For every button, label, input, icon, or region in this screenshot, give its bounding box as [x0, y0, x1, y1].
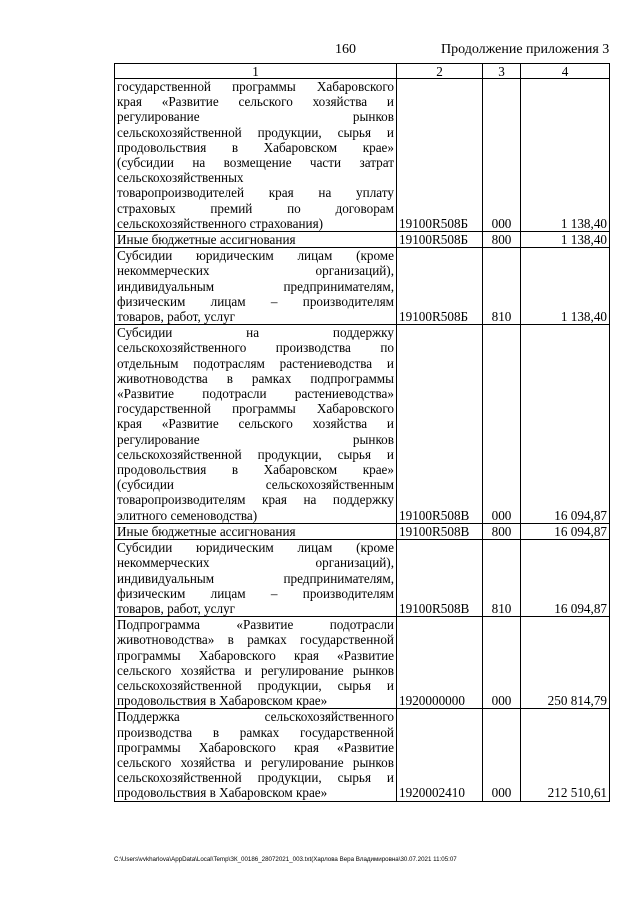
description-line: товаров, работ, услуг	[117, 600, 236, 616]
expense-type-cell: 000	[483, 325, 521, 524]
description-line: программы Хабаровского края «Развитие	[117, 647, 394, 663]
description-line: государственной программы Хабаровского	[117, 401, 394, 417]
appendix-note: Продолжение приложения 3	[441, 42, 610, 57]
row-description	[115, 523, 397, 539]
table-row	[115, 248, 610, 325]
description-line: Субсидии юридическим лицам (кроме	[117, 540, 394, 556]
row-description	[115, 325, 397, 524]
description-line: индивидуальным предпринимателям,	[117, 278, 394, 294]
description-line: животноводства» в рамках государственной	[117, 632, 394, 648]
table-row	[115, 79, 610, 232]
column-header: 3	[483, 64, 521, 79]
description-line: отдельным подотраслям растениеводства и	[117, 355, 394, 371]
expense-type-cell: 810	[483, 540, 521, 617]
description-line: сельскохозяйственной продукции, сырья и	[117, 677, 394, 693]
description-line: регулирование рынков	[117, 109, 394, 125]
amount-cell: 212 510,61	[521, 709, 610, 801]
amount-cell: 1 138,40	[521, 248, 610, 325]
description-line: некоммерческих организаций),	[117, 555, 394, 571]
row-description	[115, 79, 397, 232]
description-line: продовольствия в Хабаровском крае»	[117, 139, 394, 155]
target-code-cell: 19100R508В	[397, 540, 483, 617]
description-line: сельскохозяйственной продукции, сырья и	[117, 770, 394, 786]
row-description	[115, 232, 397, 248]
description-line: товаров, работ, услуг	[117, 309, 236, 325]
description-line: некоммерческих организаций),	[117, 263, 394, 279]
table-body	[115, 79, 610, 802]
description-line: животноводства в рамках подпрограммы	[117, 370, 394, 386]
description-line: производства в рамках государственной	[117, 724, 394, 740]
target-code-cell: 1920002410	[397, 709, 483, 801]
description-line: (субсидии сельскохозяйственным	[117, 477, 394, 493]
expense-type-cell: 800	[483, 232, 521, 248]
description-line: товаропроизводителям края на поддержку	[117, 492, 394, 508]
expense-type-cell: 000	[483, 709, 521, 801]
description-line: сельского хозяйства и регулирование рынков	[117, 662, 394, 678]
description-line: сельскохозяйственной продукции, сырья и	[117, 446, 394, 462]
amount-cell: 250 814,79	[521, 617, 610, 709]
description-line: Субсидии юридическим лицам (кроме	[117, 248, 394, 264]
description-line: края «Развитие сельского хозяйства и	[117, 416, 394, 432]
column-header: 4	[521, 64, 610, 79]
amount-cell: 16 094,87	[521, 540, 610, 617]
description-line: продовольствия в Хабаровском крае»	[117, 785, 328, 801]
description-line: Субсидии на поддержку	[117, 325, 394, 341]
amount-cell: 1 138,40	[521, 79, 610, 232]
expense-type-cell: 800	[483, 523, 521, 539]
description-line: продовольствия в Хабаровском крае»	[117, 693, 328, 709]
description-line: сельского хозяйства и регулирование рынков	[117, 754, 394, 770]
row-description	[115, 540, 397, 617]
target-code-cell: 19100R508В	[397, 523, 483, 539]
table-row	[115, 540, 610, 617]
expense-type-cell: 810	[483, 248, 521, 325]
amount-cell: 16 094,87	[521, 523, 610, 539]
description-line: сельскохозяйственных	[117, 170, 244, 186]
expense-type-cell: 000	[483, 79, 521, 232]
budget-table	[114, 63, 610, 802]
description-line: государственной программы Хабаровского	[117, 79, 394, 94]
target-code-cell: 19100R508Б	[397, 232, 483, 248]
target-code-cell: 1920000000	[397, 617, 483, 709]
description-line: физическим лицам – производителям	[117, 293, 394, 309]
description-line: регулирование рынков	[117, 431, 394, 447]
table-row	[115, 617, 610, 709]
description-line: Поддержка сельскохозяйственного	[117, 709, 394, 725]
table-row	[115, 325, 610, 524]
description-line: (субсидии на возмещение части затрат	[117, 155, 394, 171]
row-description	[115, 617, 397, 709]
amount-cell: 16 094,87	[521, 325, 610, 524]
description-line: программы Хабаровского края «Развитие	[117, 739, 394, 755]
page-number: 160	[335, 42, 356, 57]
expense-type-cell: 000	[483, 617, 521, 709]
target-code-cell: 19100R508Б	[397, 248, 483, 325]
description-line: сельскохозяйственного страхования)	[117, 215, 324, 231]
description-line: «Развитие подотрасли растениеводства»	[117, 386, 394, 402]
table-row	[115, 523, 610, 539]
target-code-cell: 19100R508Б	[397, 79, 483, 232]
description-line: продовольствия в Хабаровском крае»	[117, 462, 394, 478]
description-line: элитного семеноводства)	[117, 507, 258, 523]
description-line: физическим лицам – производителям	[117, 585, 394, 601]
description-line: товаропроизводителей края на уплату	[117, 185, 394, 201]
footer-file-path: C:\Users\vvkharlova\AppData\Local\Temp\ЗК_00186_28072021_003.txt(Харлова Вера Владимировна\30.07.2021 11:05:07	[114, 856, 457, 863]
description-line: страховых премий по договорам	[117, 200, 394, 216]
amount-cell: 1 138,40	[521, 232, 610, 248]
table-row	[115, 232, 610, 248]
row-description	[115, 248, 397, 325]
table-header-row	[115, 64, 610, 79]
target-code-cell: 19100R508В	[397, 325, 483, 524]
column-header: 2	[397, 64, 483, 79]
column-header: 1	[115, 64, 397, 79]
description-line: Подпрограмма «Развитие подотрасли	[117, 617, 394, 633]
description-line: Иные бюджетные ассигнования	[117, 523, 296, 539]
description-line: Иные бюджетные ассигнования	[117, 232, 296, 248]
table-row	[115, 709, 610, 801]
description-line: сельскохозяйственной продукции, сырья и	[117, 124, 394, 140]
description-line: индивидуальным предпринимателям,	[117, 570, 394, 586]
description-line: сельскохозяйственного производства по	[117, 340, 394, 356]
description-line: края «Развитие сельского хозяйства и	[117, 94, 394, 110]
row-description	[115, 709, 397, 801]
